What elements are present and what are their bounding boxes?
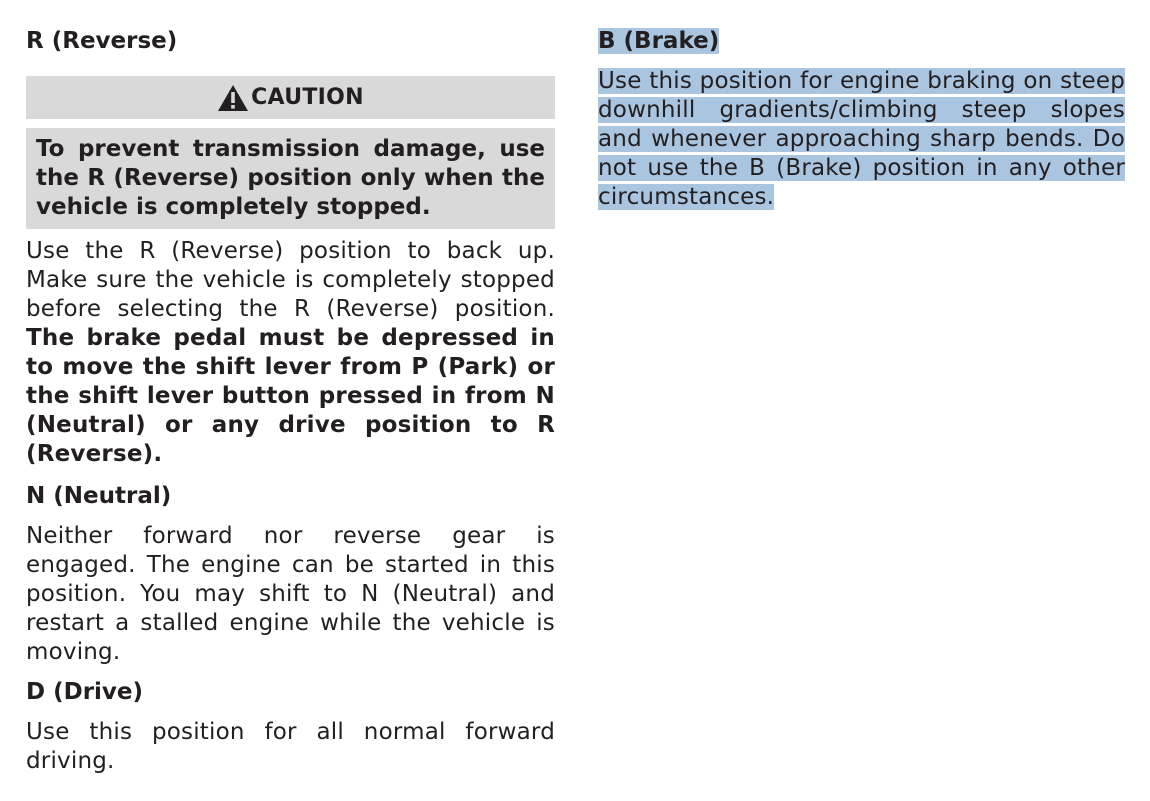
brake-heading-selected-text[interactable]: B (Brake) bbox=[598, 28, 720, 54]
reverse-heading: R (Reverse) bbox=[26, 28, 178, 54]
reverse-paragraph bbox=[26, 237, 555, 469]
brake-paragraph-selected-text[interactable]: Use this position for engine braking on steep downhill gradients/climbing steep slopes and whenever approaching sharp bends. Do not use the B (Brake) position in any other circumstances. bbox=[598, 68, 1125, 210]
caution-header bbox=[26, 76, 555, 119]
reverse-paragraph-plain: Use the R (Reverse) position to back up. Make sure the vehicle is completely stopped before selecting the R (Reverse) position. bbox=[26, 238, 555, 322]
caution-box bbox=[26, 128, 555, 229]
caution-text: To prevent transmission damage, use the R (Reverse) position only when the vehicle is completely stopped. bbox=[36, 136, 545, 220]
reverse-paragraph-bold: The brake pedal must be depressed in to move the shift lever from P (Park) or the shift lever button pressed in from N (Neutral) or any drive position to R (Reverse). bbox=[26, 325, 555, 467]
caution-label: CAUTION bbox=[251, 85, 364, 110]
neutral-heading: N (Neutral) bbox=[26, 483, 172, 509]
brake-paragraph[interactable] bbox=[598, 67, 1125, 212]
drive-paragraph: Use this position for all normal forward driving. bbox=[26, 719, 555, 774]
warning-triangle-icon bbox=[217, 84, 249, 112]
drive-heading: D (Drive) bbox=[26, 679, 144, 705]
brake-heading[interactable] bbox=[598, 27, 719, 56]
neutral-paragraph: Neither forward nor reverse gear is engaged. The engine can be started in this position. You may shift to N (Neutral) and restart a stalled engine while the vehicle is moving. bbox=[26, 523, 555, 665]
